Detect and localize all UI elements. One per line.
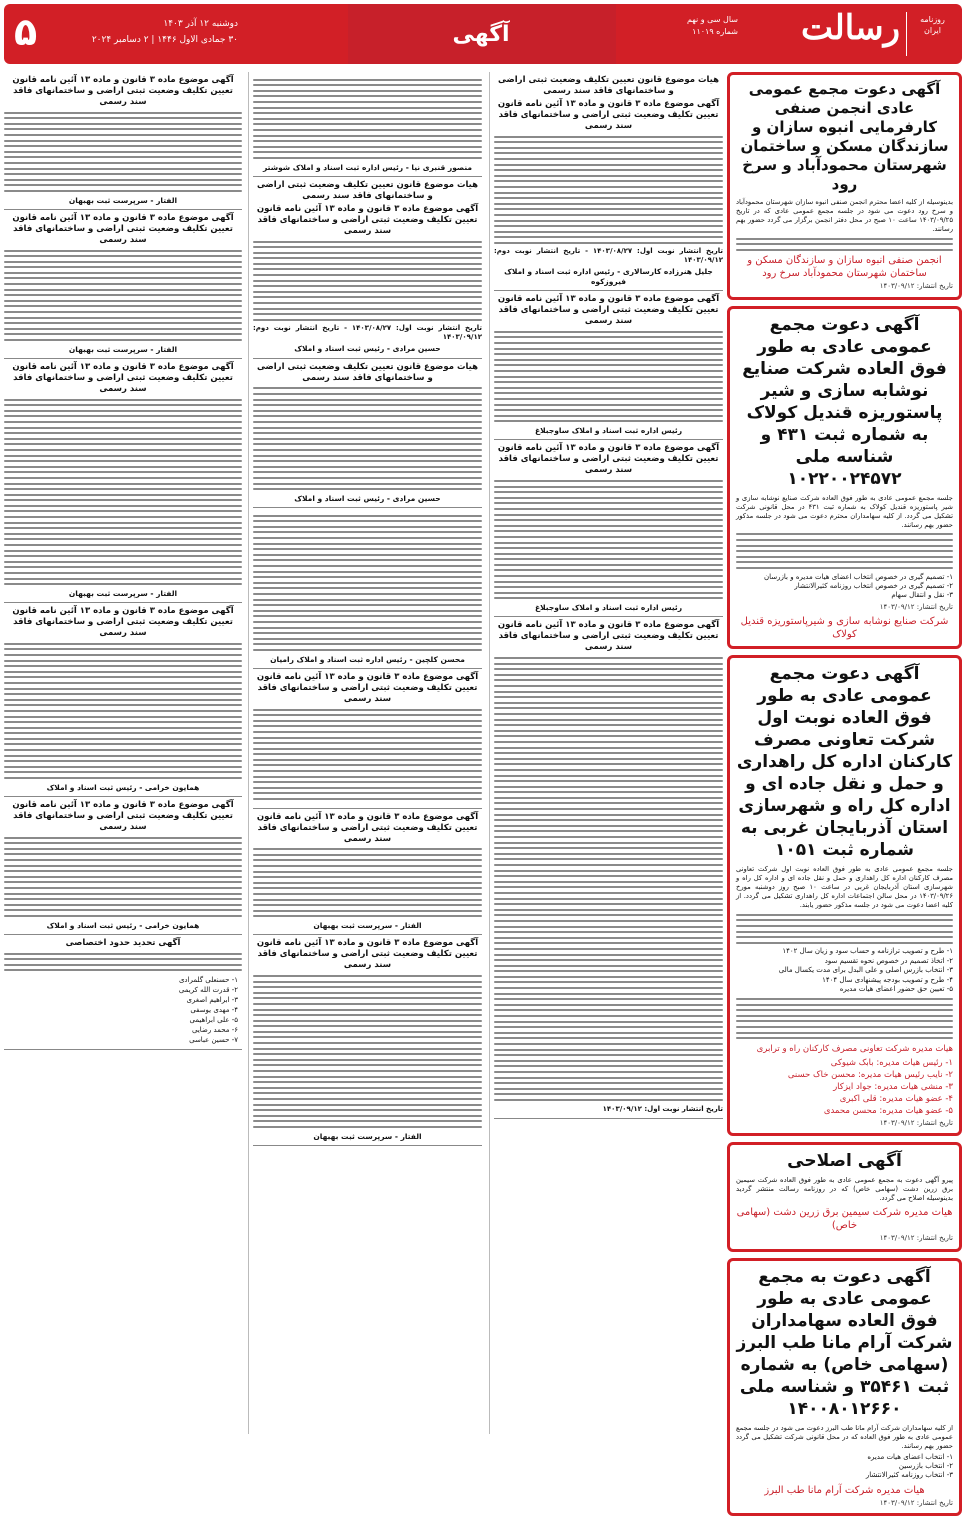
column-boxed-notices xyxy=(727,72,962,1434)
notice-title: آگهی دعوت مجمع عمومی عادی انجمن صنفی کارفرمایی انبوه سازان و سازندگان مسکن و ساختمان شهرستان محمودآباد و سرخ رود xyxy=(736,80,953,194)
notice-title: آگهی موضوع ماده ۳ قانون و ماده ۱۳ آئین نامه قانون تعیین تکلیف وضعیت ثبتی اراضی و ساختمانهای فاقد سند رسمی xyxy=(4,362,242,395)
text-lines xyxy=(494,136,723,244)
column-registry-notices-1 xyxy=(489,72,723,1434)
registry-chief: الفتار - سرپرست ثبت بهبهان xyxy=(253,921,482,930)
text-lines xyxy=(253,387,482,490)
registry-notice xyxy=(4,603,242,797)
name-list xyxy=(4,975,242,1045)
notice-body: جلسه مجمع عمومی عادی به طور فوق العاده نوبت اول شرکت تعاونی مصرف کارکنان اداره کل راهداری و حمل و نقل جاده ای و اداره کل راه و شهرسازی استان آذربایجان غربی در ساعت ۱۰ صبح روز دوشنبه مورخ ۱۴۰۳/۰۹/۲۶ در محل سالن اجتماعات اداره کل راهداری تشکیل می گردد. از کلیه اعضا دعوت می شود در جلسه مذکور حضور یابند. xyxy=(736,865,953,910)
notice-title: آگهی موضوع ماده ۳ قانون و ماده ۱۳ آئین نامه قانون تعیین تکلیف وضعیت ثبتی اراضی و ساختمانهای فاقد سند رسمی xyxy=(4,75,242,108)
column-registry-notices-2 xyxy=(248,72,482,1434)
registry-notice xyxy=(253,935,482,1146)
registry-chief: منصور قنبری نیا - رئیس اداره ثبت اسناد و املاک شوشتر xyxy=(253,163,482,172)
publish-date: تاریخ انتشار: ۱۴۰۳/۰۹/۱۲ xyxy=(736,1499,953,1508)
registry-chief: رئیس اداره ثبت اسناد و املاک ساوجبلاغ xyxy=(494,603,723,612)
notice-title: آگهی دعوت به مجمع عمومی عادی به طور فوق العاده سهامداران شرکت آرام مانا طب البرز (سهامی خاص) به شماره ثبت ۳۵۴۶۱ و شناسه ملی ۱۴۰۰۸۰۱۲۶۶۰ xyxy=(736,1266,953,1420)
text-lines xyxy=(253,975,482,1128)
notice-title: هیات موضوع قانون تعیین تکلیف وضعیت ثبتی اراضی و ساختمانهای فاقد سند رسمی xyxy=(494,75,723,97)
text-lines xyxy=(736,998,953,1039)
notice-subtitle: آگهی موضوع ماده ۳ قانون و ماده ۱۳ آئین نامه قانون تعیین تکلیف وضعیت ثبتی اراضی و ساختمانهای فاقد سند رسمی xyxy=(494,99,723,132)
registry-notice xyxy=(253,508,482,669)
registry-notice xyxy=(253,177,482,359)
section-header xyxy=(346,4,616,64)
notice-signature: هیات مدیره شرکت سیمین برق زرین دشت (سهامی خاص) xyxy=(736,1206,953,1232)
agenda-list: ۱- انتخاب اعضای هیات مدیره ۲- انتخاب بازرسین ۳- انتخاب روزنامه کثیرالانتشار xyxy=(736,1453,953,1481)
publish-dates: تاریخ انتشار نوبت اول: ۱۴۰۳/۰۹/۱۲ xyxy=(494,1105,723,1114)
notice-title: آگهی موضوع ماده ۳ قانون و ماده ۱۳ آئین نامه قانون تعیین تکلیف وضعیت ثبتی اراضی و ساختمانهای فاقد سند رسمی xyxy=(253,938,482,971)
notice-title: آگهی موضوع ماده ۳ قانون و ماده ۱۳ آئین نامه قانون تعیین تکلیف وضعیت ثبتی اراضی و ساختمانهای فاقد سند رسمی xyxy=(494,294,723,327)
registry-notice xyxy=(253,72,482,177)
text-lines xyxy=(253,709,482,801)
notice-box-road-coop xyxy=(727,655,962,1136)
notice-signature: هیات مدیره شرکت آرام مانا طب البرز xyxy=(736,1484,953,1497)
board-title: هیات مدیره شرکت تعاونی مصرف کارکنان راه و ترابری xyxy=(736,1043,953,1055)
newspaper-logo: رسالت xyxy=(801,8,900,48)
notice-title: آگهی موضوع ماده ۳ قانون و ماده ۱۳ آئین نامه قانون تعیین تکلیف وضعیت ثبتی اراضی و ساختمانهای فاقد سند رسمی xyxy=(253,672,482,705)
notice-title: آگهی موضوع ماده ۳ قانون و ماده ۱۳ آئین نامه قانون تعیین تکلیف وضعیت ثبتی اراضی و ساختمانهای فاقد سند رسمی xyxy=(253,812,482,845)
text-lines xyxy=(494,657,723,1101)
list-item: ۳- ابراهیم اصغری xyxy=(4,995,238,1005)
section-title: آگهی xyxy=(452,22,509,47)
text-lines xyxy=(736,533,953,569)
notice-title: آگهی موضوع ماده ۳ قانون و ماده ۱۳ آئین نامه قانون تعیین تکلیف وضعیت ثبتی اراضی و ساختمانهای فاقد سند رسمی xyxy=(4,606,242,639)
publish-date: تاریخ انتشار: ۱۴۰۳/۰۹/۱۲ xyxy=(736,603,953,612)
registry-notice xyxy=(4,797,242,935)
list-item: ۷- حسین عباسی xyxy=(4,1035,238,1045)
column-registry-notices-3 xyxy=(4,72,242,1434)
registry-chief: الفتار - سرپرست ثبت بهبهان xyxy=(253,1132,482,1141)
text-lines xyxy=(253,241,482,321)
registry-notice xyxy=(4,935,242,1050)
publish-date: تاریخ انتشار: ۱۴۰۳/۰۹/۱۲ xyxy=(736,1234,953,1243)
list-item: ۵- علی ابراهیمی xyxy=(4,1015,238,1025)
registry-chief: جلیل هنرزاده کارسالاری - رئیس اداره ثبت اسناد و املاک فیروزکوه xyxy=(494,267,723,286)
notice-title: آگهی موضوع ماده ۳ قانون و ماده ۱۳ آئین نامه قانون تعیین تکلیف وضعیت ثبتی اراضی و ساختمانهای فاقد سند رسمی xyxy=(4,800,242,833)
issue-dates: دوشنبه ۱۲ آذر ۱۴۰۳ ۳۰ جمادی الاول ۱۴۴۶ | ۲ دسامبر ۲۰۲۴ xyxy=(68,16,238,48)
agenda-list: ۱- تصمیم گیری در خصوص انتخاب اعضای هیات مدیره و بازرسان ۲- تصمیم گیری در خصوص انتخاب روزنامه کثیرالانتشار ۳- نقل و انتقال سهام xyxy=(736,573,953,601)
registry-chief: الفتار - سرپرست ثبت بهبهان xyxy=(4,345,242,354)
list-item: ۲- قدرت الله کریمی xyxy=(4,985,238,995)
list-item: ۴- مهدی یوسفی xyxy=(4,1005,238,1015)
notice-title: هیات موضوع قانون تعیین تکلیف وضعیت ثبتی اراضی و ساختمانهای فاقد سند رسمی xyxy=(253,180,482,202)
board-list: ۱- رئیس هیات مدیره: بابک شیوکی ۲- نایب رئیس هیات مدیره: محسن خاک حسنی ۳- منشی هیات مدیره: جواد ایزکار ۴- عضو هیات مدیره: قلی اکبری ۵- عضو هیات مدیره: محسن محمدی xyxy=(736,1057,953,1117)
notice-title: آگهی اصلاحی xyxy=(736,1150,953,1172)
registry-chief: رئیس اداره ثبت اسناد و املاک ساوجبلاغ xyxy=(494,426,723,435)
registry-notice xyxy=(494,72,723,291)
registry-chief: همایون خرامی - رئیس ثبت اسناد و املاک xyxy=(4,921,242,930)
issue-info: سال سی و نهم شماره ۱۱۰۱۹ xyxy=(687,14,738,38)
notice-subtitle: آگهی موضوع ماده ۳ قانون و ماده ۱۳ آئین نامه قانون تعیین تکلیف وضعیت ثبتی اراضی و ساختمانهای فاقد سند رسمی xyxy=(253,204,482,237)
registry-notice xyxy=(4,72,242,210)
page-info xyxy=(4,4,348,64)
text-lines xyxy=(736,914,953,944)
registry-chief: حسین مرادی - رئیس ثبت اسناد و املاک xyxy=(253,344,482,353)
notice-body: پیرو آگهی دعوت به مجمع عمومی عادی به طور فوق العاده شرکت سیمین برق زرین دشت (سهامی خاص) که در روزنامه رسالت منتشر گردید بدینوسیله اصلاح می گردد. xyxy=(736,1176,953,1203)
publish-dates: تاریخ انتشار نوبت اول: ۱۴۰۳/۰۸/۲۷ - تاریخ انتشار نوبت دوم: ۱۴۰۳/۰۹/۱۲ xyxy=(253,324,482,342)
text-lines xyxy=(4,837,242,917)
notice-title: هیات موضوع قانون تعیین تکلیف وضعیت ثبتی اراضی و ساختمانهای فاقد سند رسمی xyxy=(253,362,482,384)
registry-chief: محسن کلچین - رئیس اداره ثبت اسناد و املاک رامیان xyxy=(253,655,482,664)
notice-title: آگهی دعوت مجمع عمومی عادی به طور فوق العاده نوبت اول شرکت تعاونی مصرف کارکنان اداره کل راهداری و حمل و نقل جاده ای و اداره کل راه و شهرسازی استان آذربایجان غربی به شماره ثبت ۱۰۵۱ xyxy=(736,663,953,861)
text-lines xyxy=(4,953,242,972)
notice-title: آگهی تحدید حدود اختصاصی xyxy=(4,938,242,949)
notice-box-kolak xyxy=(727,306,962,649)
text-lines xyxy=(4,399,242,586)
notice-body: جلسه مجمع عمومی عادی به طور فوق العاده شرکت صنایع نوشابه سازی و شیر پاستوریزه قندیل کولاک به شماره ثبت ۴۳۱ در محل قانونی شرکت تشکیل می گردد. از کلیه سهامداران محترم دعوت می شود در جلسه مذکور حضور بهم رسانند. xyxy=(736,494,953,530)
registry-chief: حسین مرادی - رئیس ثبت اسناد و املاک xyxy=(253,494,482,503)
registry-notice xyxy=(253,669,482,809)
publish-date: تاریخ انتشار: ۱۴۰۳/۰۹/۱۲ xyxy=(736,1119,953,1128)
text-lines xyxy=(494,331,723,423)
text-lines xyxy=(736,238,953,251)
text-lines xyxy=(4,112,242,192)
text-lines xyxy=(4,643,242,779)
registry-notice xyxy=(4,359,242,603)
registry-notice xyxy=(4,210,242,359)
text-lines xyxy=(253,848,482,917)
notice-body: بدینوسیله از کلیه اعضا محترم انجمن صنفی انبوه سازان شهرستان محمودآباد و سرخ رود دعوت می شود در جلسه مجمع عمومی عادی که در تاریخ ۱۴۰۳/۰۹/۲۵ ساعت ۱۰ صبح در محل دفتر انجمن برگزار می گردد حضور بهم رسانند. xyxy=(736,198,953,234)
registry-notice xyxy=(253,359,482,508)
registry-chief: همایون خرامی - رئیس ثبت اسناد و املاک xyxy=(4,783,242,792)
list-item: ۶- محمد رضایی xyxy=(4,1025,238,1035)
text-lines xyxy=(4,250,242,342)
masthead-brand xyxy=(616,4,962,64)
notice-signature: شرکت صنایع نوشابه سازی و شیرپاستوریزه قندیل کولاک xyxy=(736,615,953,641)
registry-notice xyxy=(253,809,482,936)
notice-title: آگهی موضوع ماده ۳ قانون و ماده ۱۳ آئین نامه قانون تعیین تکلیف وضعیت ثبتی اراضی و ساختمانهای فاقد سند رسمی xyxy=(4,213,242,246)
masthead xyxy=(4,4,962,64)
notice-title: آگهی موضوع ماده ۳ قانون و ماده ۱۳ آئین نامه قانون تعیین تکلیف وضعیت ثبتی اراضی و ساختمانهای فاقد سند رسمی xyxy=(494,620,723,653)
notice-title: آگهی دعوت مجمع عمومی عادی به طور فوق العاده شرکت صنایع نوشابه سازی و شیر پاستوریزه قندیل کولاک به شماره ثبت ۴۳۱ و شناسه ملی ۱۰۲۲۰۰۲۴۵۷۲ xyxy=(736,314,953,490)
registry-notice xyxy=(494,291,723,440)
notice-box-arammana xyxy=(727,1258,962,1516)
notice-signature: انجمن صنفی انبوه سازان و سازندگان مسکن و ساختمان شهرستان محمودآباد سرخ رود xyxy=(736,254,953,280)
notice-box-correction xyxy=(727,1142,962,1251)
text-lines xyxy=(253,79,482,159)
newspaper-label: روزنامه ایران xyxy=(906,12,958,56)
agenda-list: ۱- طرح و تصویب ترازنامه و حساب سود و زیان سال ۱۴۰۲ ۲- اتخاذ تصمیم در خصوص نحوه تقسیم سود ۳- انتخاب بازرس اصلی و علی البدل برای مدت یکسال مالی ۴- طرح و تصویب بودجه پیشنهادی سال ۱۴۰۴ ۵- تعیین حق حضور اعضای هیات مدیره xyxy=(736,947,953,994)
notice-body: از کلیه سهامداران شرکت آرام مانا طب البرز دعوت می شود در جلسه مجمع عمومی عادی به طور فوق العاده که در محل قانونی شرکت تشکیل می گردد حضور بهم رسانند. xyxy=(736,1424,953,1451)
text-lines xyxy=(253,515,482,651)
text-lines xyxy=(494,480,723,599)
registry-chief: الفتار - سرپرست ثبت بهبهان xyxy=(4,196,242,205)
registry-chief: الفتار - سرپرست ثبت بهبهان xyxy=(4,589,242,598)
page-number: ۵ xyxy=(14,10,37,54)
notice-box-housing-assoc xyxy=(727,72,962,300)
publish-dates: تاریخ انتشار نوبت اول: ۱۴۰۳/۰۸/۲۷ - تاریخ انتشار نوبت دوم: ۱۴۰۳/۰۹/۱۲ xyxy=(494,247,723,265)
publish-date: تاریخ انتشار: ۱۴۰۳/۰۹/۱۲ xyxy=(736,282,953,291)
registry-notice xyxy=(494,440,723,617)
registry-notice xyxy=(494,617,723,1118)
list-item: ۱- حسنعلی گلمرادی xyxy=(4,975,238,985)
notice-title: آگهی موضوع ماده ۳ قانون و ماده ۱۳ آئین نامه قانون تعیین تکلیف وضعیت ثبتی اراضی و ساختمانهای فاقد سند رسمی xyxy=(494,443,723,476)
